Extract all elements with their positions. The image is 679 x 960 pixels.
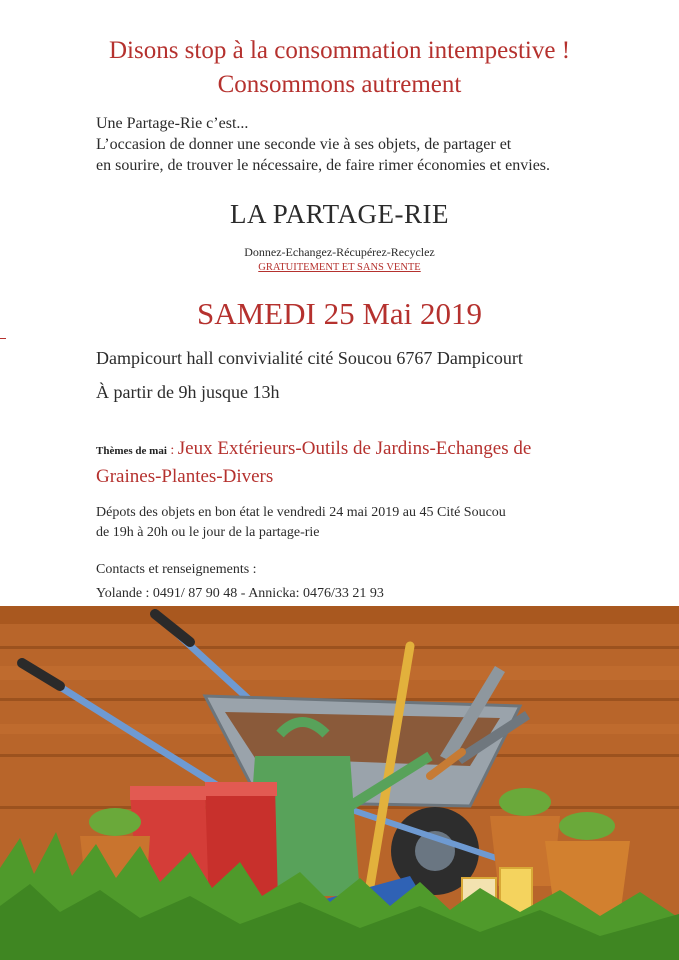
contact-phones: Yolande : 0491/ 87 90 48 - Annicka: 0476/33 21 93	[96, 586, 384, 601]
headline-line-1: Disons stop à la consommation intempestive !	[108, 37, 571, 64]
garden-illustration	[0, 606, 679, 960]
intro-line-3: en sourire, de trouver le nécessaire, de faire rimer économies et envies.	[96, 157, 551, 174]
event-title: LA PARTAGE-RIE	[230, 199, 449, 229]
themes-text-2: Graines-Plantes-Divers	[96, 466, 274, 487]
themes-separator: :	[166, 443, 178, 458]
intro-line-2: L’occasion de donner une seconde vie à ses objets, de partager et	[96, 136, 512, 153]
contact-heading: Contacts et renseignements :	[96, 562, 257, 577]
event-date: SAMEDI 25 Mai 2019	[196, 296, 483, 331]
themes-line-1	[96, 436, 531, 464]
intro-paragraph	[96, 113, 550, 176]
event-address: Dampicourt hall convivialité cité Soucou 6767 Dampicourt	[96, 348, 523, 368]
event-tagline: Donnez-Echangez-Récupérez-Recyclez	[244, 245, 435, 259]
deposit-info	[96, 503, 506, 543]
contact-info	[96, 558, 384, 606]
themes-label: Thèmes de mai	[96, 445, 167, 457]
deposit-line-2: de 19h à 20h ou le jour de la partage-rie	[96, 525, 320, 540]
headline-line-2: Consommons autrement	[217, 71, 462, 98]
event-hours: À partir de 9h jusque 13h	[96, 382, 280, 402]
margin-mark	[0, 338, 6, 339]
themes-block	[96, 436, 531, 489]
intro-line-1: Une Partage-Rie c’est...	[96, 115, 249, 132]
free-note: GRATUITEMENT ET SANS VENTE	[258, 262, 421, 273]
themes-text-1: Jeux Extérieurs-Outils de Jardins-Echanges de	[177, 438, 532, 459]
deposit-line-1: Dépots des objets en bon état le vendredi 24 mai 2019 au 45 Cité Soucou	[96, 505, 506, 520]
